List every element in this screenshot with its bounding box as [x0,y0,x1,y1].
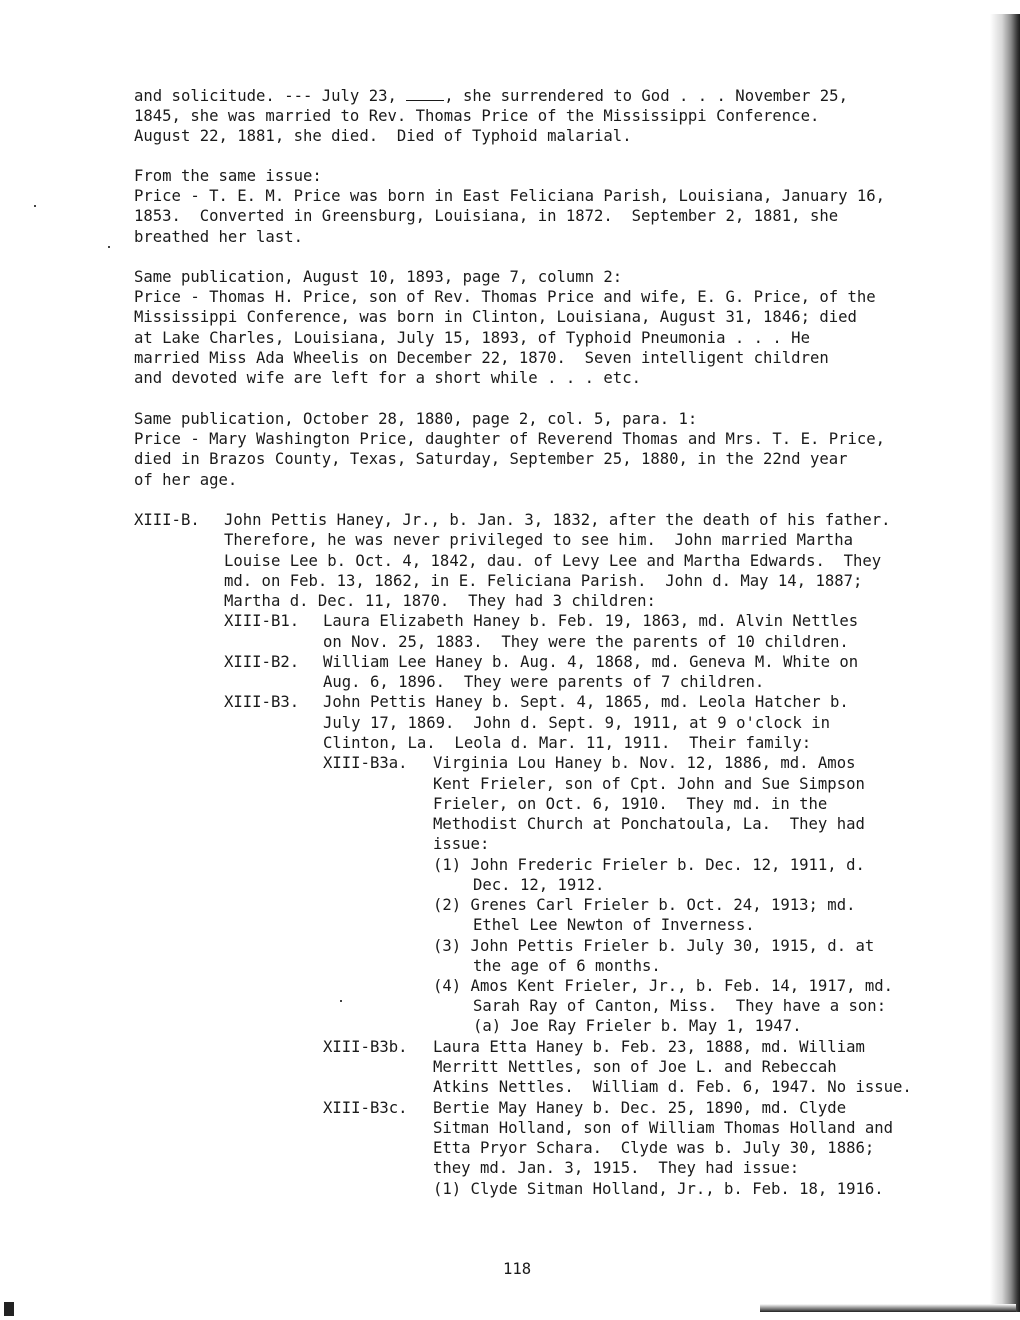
page-number: 118 [503,1260,532,1278]
line-text: Bertie May Haney b. Dec. 25, 1890, md. Clyde [433,1099,847,1117]
text-line [134,227,303,247]
line-text: Kent Frieler, son of Cpt. John and Sue Simpson [433,775,865,793]
text-line [323,632,849,652]
scan-mark [4,1302,14,1316]
text-line [433,976,893,996]
line-text: (1) Clyde Sitman Holland, Jr., b. Feb. 18, 1916. [433,1180,884,1198]
text-line [433,1158,799,1178]
line-text: August 22, 1881, she died. Died of Typhoid malarial. [134,127,632,145]
line-text: From the same issue: [134,167,322,185]
text-line [134,166,322,186]
line-text: XIII-B3a. [323,754,408,772]
line-text: Laura Elizabeth Haney b. Feb. 19, 1863, md. Alvin Nettles [323,612,859,630]
text-line [433,814,865,834]
text-line [433,1077,912,1097]
line-text: (1) John Frederic Frieler b. Dec. 12, 1911, d. [433,856,865,874]
text-line [224,652,299,672]
text-line [433,1138,874,1158]
line-text: Mississippi Conference, was born in Clinton, Louisiana, August 31, 1846; died [134,308,857,326]
text-line [323,692,849,712]
text-line [323,611,858,631]
text-line [433,1098,846,1118]
line-text: married Miss Ada Wheelis on December 22, 1870. Seven intelligent children [134,349,829,367]
text-line [433,1179,884,1199]
text-line [134,409,697,429]
fill-in-blank [406,86,444,101]
text-line [134,307,857,327]
line-text: 1845, she was married to Rev. Thomas Price of the Mississippi Conference. [134,107,820,125]
text-line [134,267,622,287]
line-text: issue: [433,835,490,853]
line-text: John Pettis Haney b. Sept. 4, 1865, md. Leola Hatcher b. [323,693,849,711]
text-line [134,106,819,126]
text-line [323,733,811,753]
line-text: (2) Grenes Carl Frieler b. Oct. 24, 1913; md. [433,896,856,914]
text-line [433,1037,865,1057]
text-line [473,875,604,895]
text-line [224,692,299,712]
line-text: md. on Feb. 13, 1862, in E. Feliciana Parish. John d. May 14, 1887; [224,572,863,590]
line-text: and devoted wife are left for a short while . . . etc. [134,369,641,387]
line-text: (a) Joe Ray Frieler b. May 1, 1947. [473,1017,802,1035]
line-text: Dec. 12, 1912. [473,876,605,894]
text-line [473,996,886,1016]
text-line [323,753,408,773]
text-line [134,287,876,307]
line-text: Therefore, he was never privileged to see him. John married Martha [224,531,854,549]
line-text: XIII-B2. [224,653,300,671]
text-line [134,429,885,449]
line-text: (4) Amos Kent Frieler, Jr., b. Feb. 14, 1917, md. [433,977,894,995]
line-text: Ethel Lee Newton of Inverness. [473,916,755,934]
text-line [433,895,855,915]
text-line [224,571,862,591]
line-text: XIII-B3. [224,693,300,711]
line-text: XIII-B. [134,511,200,529]
line-text: July 17, 1869. John d. Sept. 9, 1911, at 9 o'clock in [323,714,830,732]
text-line [134,206,838,226]
text-line [134,86,848,106]
text-line [433,936,874,956]
text-line [473,956,661,976]
text-line [433,794,827,814]
line-text: Methodist Church at Ponchatoula, La. They had [433,815,865,833]
line-text: Etta Pryor Schara. Clyde was b. July 30, 1886; [433,1139,875,1157]
text-line [224,591,656,611]
line-text: XIII-B1. [224,612,300,630]
text-line [134,186,885,206]
line-text: on Nov. 25, 1883. They were the parents of 10 children. [323,633,849,651]
line-text: Louise Lee b. Oct. 4, 1842, dau. of Levy Lee and Martha Edwards. They [224,552,882,570]
scan-edge-bottom [760,1304,1016,1312]
text-line [134,126,632,146]
line-text: John Pettis Haney, Jr., b. Jan. 3, 1832, after the death of his father. [224,511,891,529]
line-text: Clinton, La. Leola d. Mar. 11, 1911. Their family: [323,734,812,752]
text-line [433,774,865,794]
text-line [224,530,853,550]
line-text: died in Brazos County, Texas, Saturday, September 25, 1880, in the 22nd year [134,450,848,468]
text-line [323,1037,408,1057]
scan-speck [34,205,36,207]
line-text: the age of 6 months. [473,957,661,975]
line-text: Price - Mary Washington Price, daughter of Reverend Thomas and Mrs. T. E. Price, [134,430,886,448]
text-line [134,348,829,368]
text-line [134,449,848,469]
line-text: 1853. Converted in Greensburg, Louisiana, in 1872. September 2, 1881, she [134,207,839,225]
line-text: (3) John Pettis Frieler b. July 30, 1915, d. at [433,937,875,955]
line-text: William Lee Haney b. Aug. 4, 1868, md. Geneva M. White on [323,653,859,671]
text-line [433,753,855,773]
line-text: XIII-B3b. [323,1038,408,1056]
line-text: Laura Etta Haney b. Feb. 23, 1888, md. William [433,1038,865,1056]
line-text-continued: , she surrendered to God . . . November 25, [444,87,848,105]
line-text: Aug. 6, 1896. They were parents of 7 children. [323,673,765,691]
line-text: Price - Thomas H. Price, son of Rev. Thomas Price and wife, E. G. Price, of the [134,288,876,306]
text-line [433,1057,837,1077]
line-text: they md. Jan. 3, 1915. They had issue: [433,1159,800,1177]
scan-speck [340,1000,342,1002]
text-line [134,470,237,490]
text-line [134,368,641,388]
line-text: Same publication, October 28, 1880, page 2, col. 5, para. 1: [134,410,698,428]
line-text: breathed her last. [134,228,303,246]
line-text: Virginia Lou Haney b. Nov. 12, 1886, md. Amos [433,754,856,772]
scan-speck [108,246,110,248]
text-line [433,855,865,875]
line-text: XIII-B3c. [323,1099,408,1117]
line-text: of her age. [134,471,238,489]
scan-edge-shadow [990,14,1020,1312]
text-line [323,672,764,692]
text-line [473,915,755,935]
line-text: Same publication, August 10, 1893, page 7, column 2: [134,268,623,286]
line-text: Sitman Holland, son of William Thomas Holland and [433,1119,894,1137]
text-line [323,1098,408,1118]
text-line [433,1118,893,1138]
line-text: Merritt Nettles, son of Joe L. and Rebeccah [433,1058,837,1076]
text-line [134,510,200,530]
text-line [224,510,891,530]
line-text: Martha d. Dec. 11, 1870. They had 3 children: [224,592,656,610]
text-line [134,328,810,348]
text-line [224,551,881,571]
text-line [224,611,299,631]
text-line [433,834,489,854]
text-line [323,652,858,672]
line-text: Sarah Ray of Canton, Miss. They have a son: [473,997,887,1015]
line-text: at Lake Charles, Louisiana, July 15, 1893, of Typhoid Pneumonia . . . He [134,329,810,347]
line-text: Frieler, on Oct. 6, 1910. They md. in the [433,795,828,813]
line-text: Price - T. E. M. Price was born in East Feliciana Parish, Louisiana, January 16, [134,187,886,205]
line-text: and solicitude. --- July 23, [134,87,407,105]
text-line [473,1016,802,1036]
text-line [323,713,830,733]
line-text: Atkins Nettles. William d. Feb. 6, 1947. No issue. [433,1078,912,1096]
